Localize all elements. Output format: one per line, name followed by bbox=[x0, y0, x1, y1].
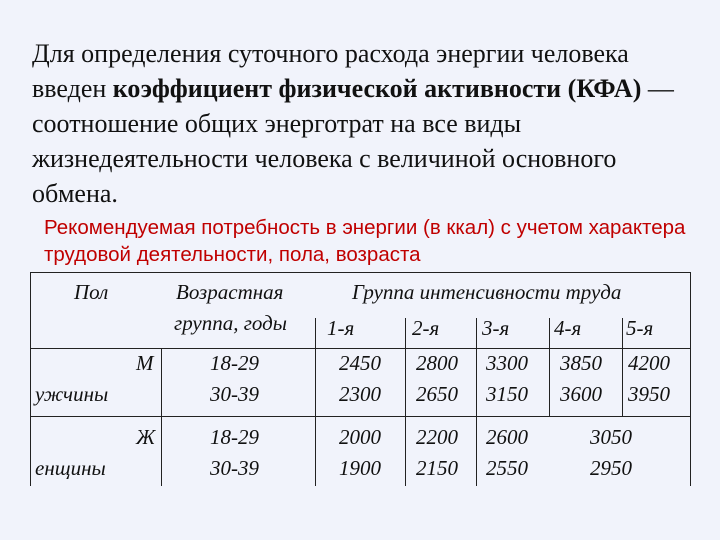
row-men-g1-2: 2300 bbox=[339, 382, 381, 406]
row-men-sex-line1: М bbox=[136, 351, 154, 375]
intro-text-part1: Для определения суточного расхода энергии человека введен bbox=[32, 39, 629, 103]
intro-text-part2: — соотношение общих энерготрат на все виды жизнедеятельности человека с величиной основного обмена. bbox=[32, 74, 674, 208]
row-men-g5-2: 3950 bbox=[628, 382, 670, 406]
row-men-g1-1: 2450 bbox=[339, 351, 381, 375]
energy-table bbox=[30, 272, 691, 486]
table-divider-g5 bbox=[622, 318, 623, 416]
header-age-line1: Возрастная bbox=[176, 280, 284, 304]
table-subtitle: Рекомендуемая потребность в энергии (в ккал) с учетом характера трудовой деятельности, пола, возраста bbox=[44, 216, 686, 266]
table-divider-g4 bbox=[549, 318, 550, 416]
table-divider-g3 bbox=[476, 318, 477, 486]
row-men-g3-2: 3150 bbox=[486, 382, 528, 406]
header-sex: Пол bbox=[74, 280, 109, 304]
row-men-age-1: 18-29 bbox=[210, 351, 259, 375]
row-women-age-1: 18-29 bbox=[210, 425, 259, 449]
header-group-3: 3-я bbox=[482, 316, 510, 340]
table-border-top bbox=[30, 272, 691, 273]
row-women-g45-1: 3050 bbox=[590, 425, 632, 449]
row-women-g2-2: 2150 bbox=[416, 456, 458, 480]
row-women-sex-line2: енщины bbox=[35, 456, 106, 480]
header-group-2: 2-я bbox=[412, 316, 440, 340]
table-border-right bbox=[690, 272, 691, 486]
row-men-g2-2: 2650 bbox=[416, 382, 458, 406]
header-age-line2: группа, годы bbox=[174, 311, 287, 335]
header-group-5: 5-я bbox=[626, 316, 654, 340]
row-men-g3-1: 3300 bbox=[486, 351, 528, 375]
table-divider-sex bbox=[161, 348, 162, 486]
row-women-age-2: 30-39 bbox=[210, 456, 259, 480]
row-women-sex-line1: Ж bbox=[136, 425, 156, 449]
row-women-g2-1: 2200 bbox=[416, 425, 458, 449]
header-intensity: Группа интенсивности труда bbox=[352, 280, 622, 304]
row-women-g1-2: 1900 bbox=[339, 456, 381, 480]
row-men-g2-1: 2800 bbox=[416, 351, 458, 375]
header-group-4: 4-я bbox=[554, 316, 582, 340]
table-divider-g2 bbox=[405, 318, 406, 486]
table-divider-age bbox=[315, 318, 316, 486]
table-border-left bbox=[30, 272, 31, 486]
row-men-age-2: 30-39 bbox=[210, 382, 259, 406]
row-men-g5-1: 4200 bbox=[628, 351, 670, 375]
intro-paragraph bbox=[32, 36, 704, 211]
intro-bold-term: коэффициент физической активности (КФА) bbox=[112, 74, 642, 103]
row-men-g4-1: 3850 bbox=[560, 351, 602, 375]
row-women-g1-1: 2000 bbox=[339, 425, 381, 449]
row-men-g4-2: 3600 bbox=[560, 382, 602, 406]
header-group-1: 1-я bbox=[327, 316, 355, 340]
row-women-g45-2: 2950 bbox=[590, 456, 632, 480]
table-rule-rows bbox=[30, 416, 691, 417]
row-women-g3-2: 2550 bbox=[486, 456, 528, 480]
row-women-g3-1: 2600 bbox=[486, 425, 528, 449]
row-men-sex-line2: ужчины bbox=[35, 382, 109, 406]
